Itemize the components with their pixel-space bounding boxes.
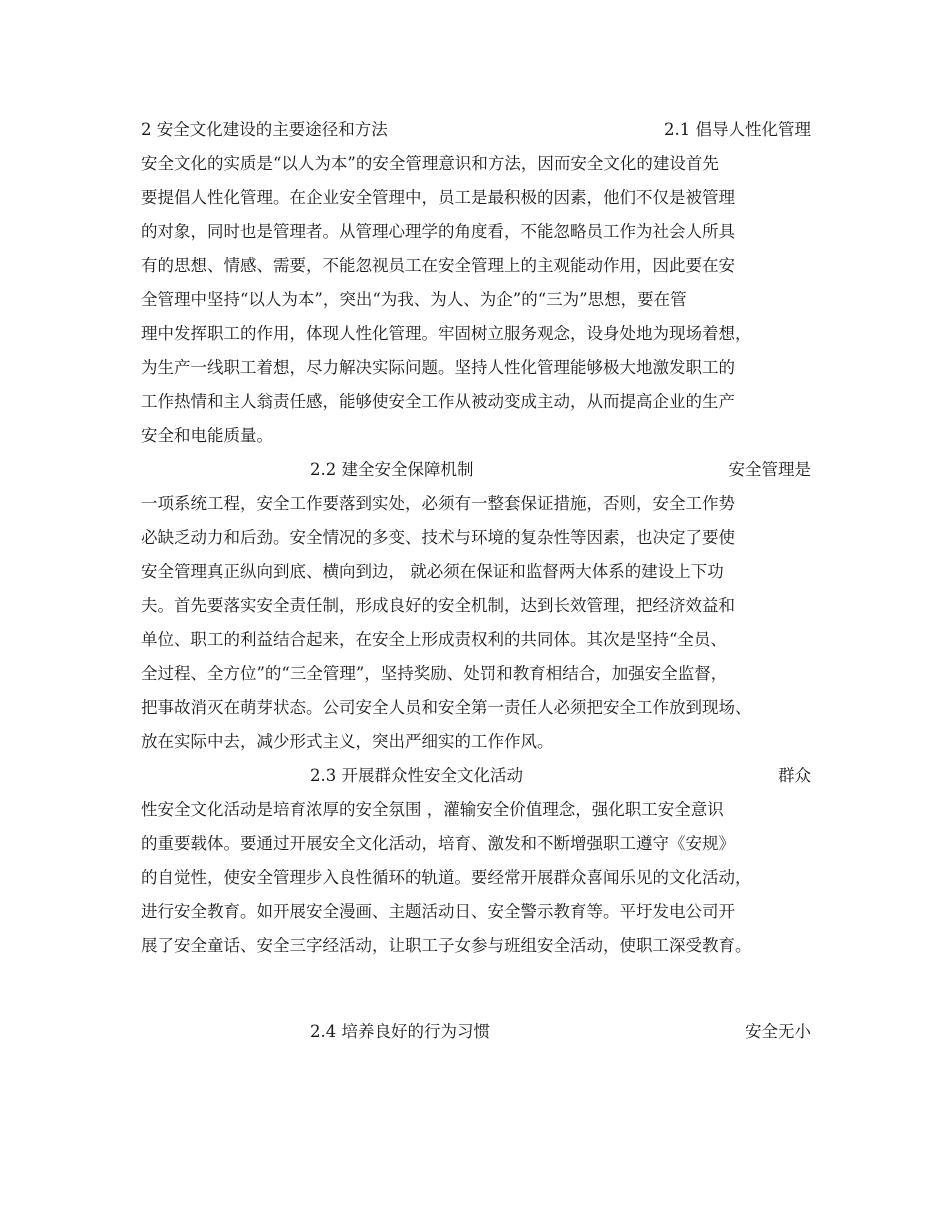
paragraph-line: 理中发挥职工的作用，体现人性化管理。牢固树立服务观念，设身处地为现场着想， xyxy=(141,324,752,343)
paragraph-line: 单位、职工的利益结合起来，在安全上形成责权利的共同体。其次是坚持“全员、 xyxy=(141,630,727,649)
paragraph-line: 夫。首先要落实安全责任制，形成良好的安全机制，达到长效管理，把经济效益和 xyxy=(141,596,735,615)
subsection-heading-line xyxy=(141,1020,811,1044)
paragraph-lead: 群众 xyxy=(778,766,811,785)
paragraph-line: 展了安全童话、安全三字经活动，让职工子女参与班组安全活动，使职工深受教育。 xyxy=(141,936,752,955)
paragraph-line: 的自觉性，使安全管理步入良性循环的轨道。要经常开展群众喜闻乐见的文化活动， xyxy=(141,868,752,887)
paragraph-line: 放在实际中去，减少形式主义，突出严细实的工作作风。 xyxy=(141,732,554,751)
paragraph-line: 全管理中坚持“以人为本”，突出“为我、为人、为企”的“三为”思想，要在管 xyxy=(141,290,687,309)
paragraph-line: 安全管理真正纵向到底、横向到边， 就必须在保证和监督两大体系的建设上下功 xyxy=(141,562,724,581)
paragraph-line: 的重要载体。要通过开展安全文化活动，培育、激发和不断增强职工遵守《安规》 xyxy=(141,834,735,853)
paragraph-line: 进行安全教育。如开展安全漫画、主题活动日、安全警示教育等。平圩发电公司开 xyxy=(141,902,735,921)
subsection-heading: 2.1 倡导人性化管理 xyxy=(664,120,811,139)
subsection-heading: 2.2 建全安全保障机制 xyxy=(310,460,474,479)
section-heading-line xyxy=(141,118,811,142)
subsection-heading-line xyxy=(141,764,811,788)
subsection-heading-line xyxy=(141,458,811,482)
paragraph-line: 性安全文化活动是培育浓厚的安全氛围 ，灌输安全价值理念，强化职工安全意识 xyxy=(141,800,724,819)
paragraph-line: 为生产一线职工着想，尽力解决实际问题。坚持人性化管理能够极大地激发职工的 xyxy=(141,358,735,377)
subsection-heading: 2.4 培养良好的行为习惯 xyxy=(310,1022,490,1041)
subsection-heading: 2.3 开展群众性安全文化活动 xyxy=(310,766,523,785)
paragraph-line: 一项系统工程，安全工作要落到实处，必须有一整套保证措施，否则，安全工作势 xyxy=(141,494,735,513)
paragraph-line: 有的思想、情感、需要，不能忽视员工在安全管理上的主观能动作用，因此要在安 xyxy=(141,256,735,275)
paragraph-lead: 安全无小 xyxy=(745,1022,811,1041)
paragraph-lead: 安全管理是 xyxy=(728,460,811,479)
paragraph-line: 安全和电能质量。 xyxy=(141,426,273,445)
paragraph-line: 的对象，同时也是管理者。从管理心理学的角度看，不能忽略员工作为社会人所具 xyxy=(141,222,735,241)
paragraph-line: 把事故消灭在萌芽状态。公司安全人员和安全第一责任人必须把安全工作放到现场、 xyxy=(141,698,752,717)
paragraph-line: 要提倡人性化管理。在企业安全管理中，员工是最积极的因素，他们不仅是被管理 xyxy=(141,188,735,207)
paragraph-line: 安全文化的实质是“以人为本”的安全管理意识和方法，因而安全文化的建设首先 xyxy=(141,154,719,173)
paragraph-line: 工作热情和主人翁责任感，能够使安全工作从被动变成主动，从而提高企业的生产 xyxy=(141,392,735,411)
paragraph-line: 必缺乏动力和后劲。安全情况的多变、技术与环境的复杂性等因素，也决定了要使 xyxy=(141,528,735,547)
section-heading: 2 安全文化建设的主要途径和方法 xyxy=(141,120,388,139)
paragraph-line: 全过程、全方位”的“三全管理”，坚持奖励、处罚和教育相结合，加强安全监督， xyxy=(141,664,728,683)
